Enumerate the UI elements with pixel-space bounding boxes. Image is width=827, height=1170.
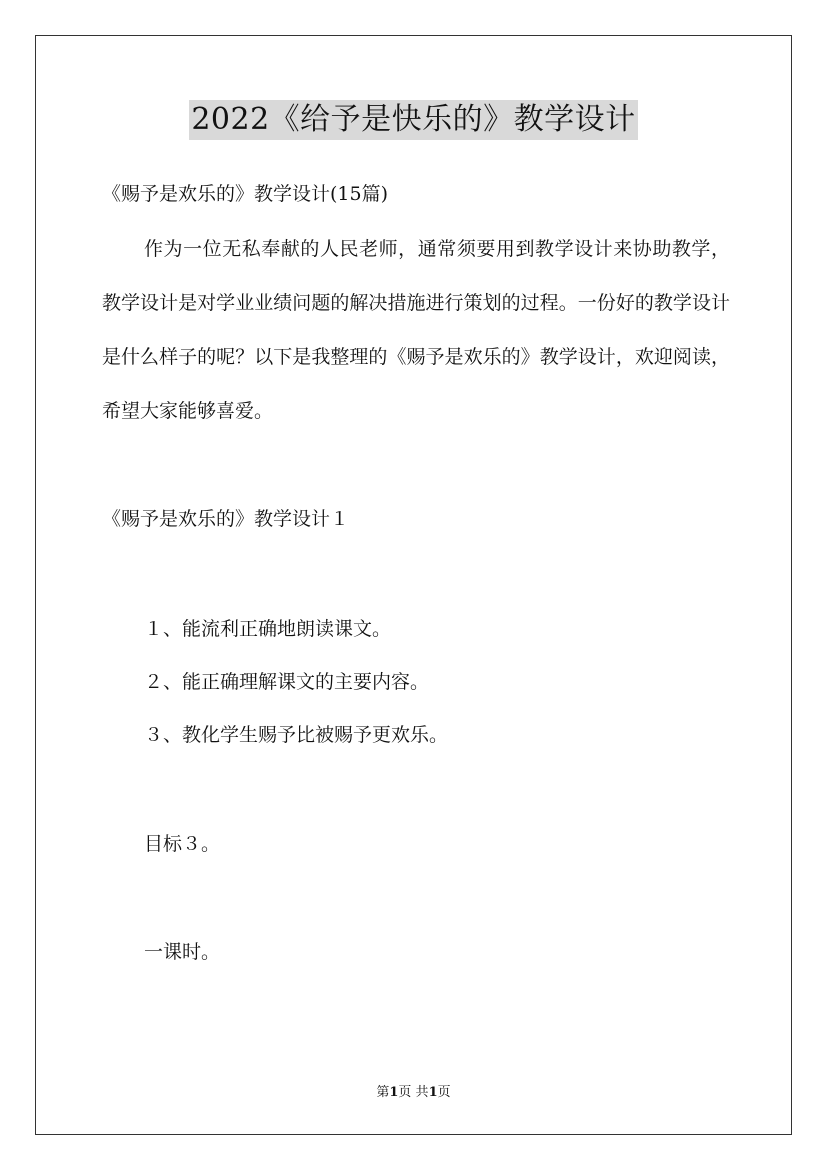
goal-item-1: １、能流利正确地朗读课文。	[144, 618, 392, 640]
title-container	[0, 100, 827, 140]
page-footer	[0, 1084, 827, 1102]
page-prefix: 第	[376, 1085, 390, 1100]
page-suffix: 页 共	[398, 1085, 429, 1100]
lesson-label: 一课时。	[144, 941, 221, 963]
page-end: 页	[437, 1085, 451, 1100]
intro-paragraph: 作为一位无私奉献的人民老师，通常须要用到教学设计来协助教学，教学设计是对学业业绩问题的解决措施进行策划的过程。一份好的教学设计是什么样子的呢？以下是我整理的《赐予是欢乐的》教学设计，欢迎阅读，希望大家能够喜爱。	[102, 238, 730, 422]
document-title: 2022《给予是快乐的》教学设计	[189, 100, 637, 140]
page-current: 1	[389, 1085, 399, 1100]
section-heading: 《赐予是欢乐的》教学设计１	[102, 508, 350, 530]
goal-item-3: ３、教化学生赐予比被赐予更欢乐。	[144, 724, 449, 746]
goal-label: 目标３。	[144, 833, 221, 855]
goal-item-2: ２、能正确理解课文的主要内容。	[144, 671, 430, 693]
document-subtitle: 《赐予是欢乐的》教学设计(15篇)	[102, 183, 389, 205]
page-total: 1	[428, 1085, 438, 1100]
